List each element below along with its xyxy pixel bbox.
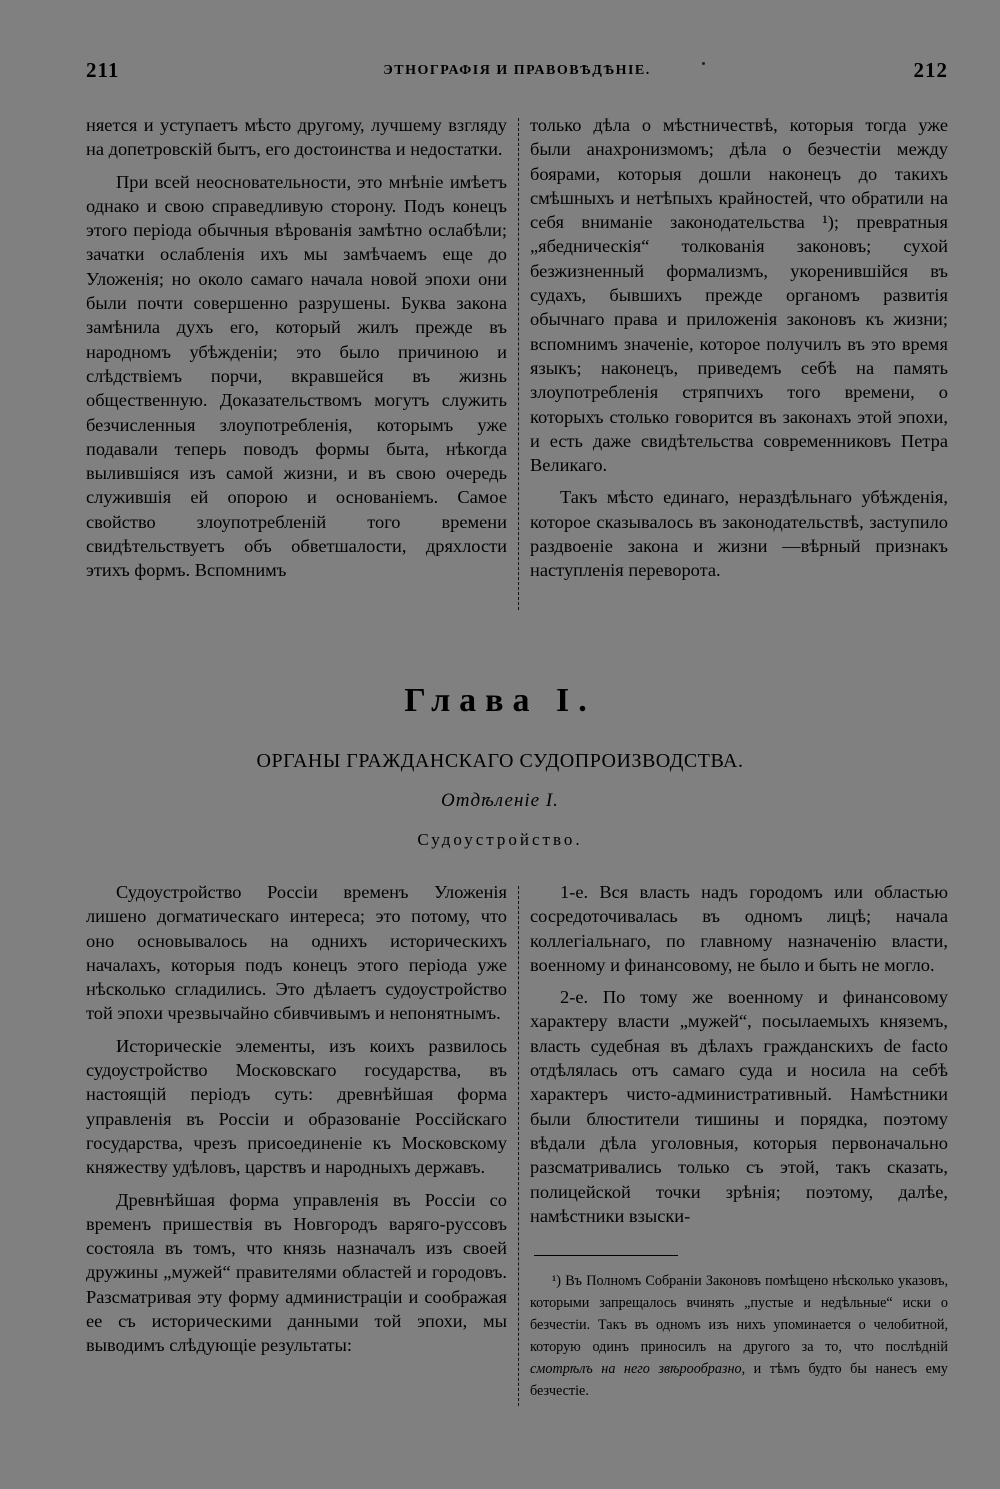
running-title: ЭТНОГРАФІЯ И ПРАВОВѢДѢНІЕ.	[383, 63, 651, 78]
footnote-rule	[534, 1255, 678, 1256]
footnote-tail: и тѣмъ будто бы нанесъ ему безчестіе.	[530, 1361, 949, 1399]
page-number-right: 212	[913, 58, 948, 82]
footnote	[530, 1270, 948, 1402]
bottom-right-column	[530, 880, 948, 1236]
chapter-title: Глава I.	[404, 682, 596, 719]
top-left-column	[86, 113, 507, 591]
column-divider	[518, 118, 519, 610]
print-speck	[702, 62, 705, 65]
section-heading: Отдѣленіе I.	[441, 790, 559, 811]
footnote-italic: смотрѣлъ на него звѣрообразно,	[530, 1361, 746, 1377]
paragraph: При всей неосновательности, это мнѣніе имѣетъ однако и свою справедливую сторону. Подъ конецъ этого періода обычныя вѣрованія замѣтно ослабѣли; зачатки ослабленія ихъ мы замѣчаемъ еще до Уложенія; но около самаго начала новой эпохи они были почти совершенно разрушены. Буква закона замѣнила духъ его, который жилъ прежде въ народномъ убѣжденіи; это было причиною и слѣдствіемъ порчи, вкравшейся въ жизнь общественную. Доказательствомъ могутъ служить безчисленныя злоупотребленія, которымъ уже подавали теперь поводъ формы быта, нѣкогда вылившіяся изъ самой жизни, и въ свою очередь служившія ей опорою и основаніемъ. Самое свойство злоупотребленій того времени свидѣтельствуетъ объ обветшалости, дряхлости этихъ формъ. Вспомнимъ	[86, 171, 507, 581]
chapter-subtitle: ОРГАНЫ ГРАЖДАНСКАГО СУДОПРОИЗВОДСТВА.	[256, 750, 744, 772]
section-name: Судоустройство.	[417, 830, 583, 849]
bottom-left-column	[86, 880, 507, 1366]
page-header	[86, 58, 948, 88]
paragraph: только дѣла о мѣстничествѣ, которыя тогда уже были анахронизмомъ; дѣла о безчестіи между боярами, которыя дошли наконецъ до такихъ смѣшныхъ и нетѣпыхъ крайностей, что обратили на себя вниманіе законодательства ¹); превратныя „ябедническія“ толкованія законовъ; сухой безжизненный формализмъ, укоренившійся въ судахъ, бывшихъ прежде органомъ развитія обычнаго права и приложенія законовъ къ жизни; вспомнимъ значеніе, которое получилъ въ это время языкъ; наконецъ, приведемъ себѣ на память злоупотребленія стряпчихъ того времени, о которыхъ столько говорится въ законахъ этой эпохи, и есть даже свидѣтельства современниковъ Петра Великаго.	[530, 115, 948, 476]
paragraph: Древнѣйшая форма управленія въ Россіи со временъ пришествія въ Новгородъ варяго-руссовъ состояла въ томъ, что князь назначалъ изъ своей дружины „мужей“ правителями областей и городовъ. Разсматривая эту форму администраціи и соображая ее съ историческими данными той эпохи, мы выводимъ слѣдующіе результаты:	[86, 1189, 507, 1356]
footnote-text: ¹) Въ Полномъ Собраніи Законовъ помѣщено нѣсколько указовъ, которыми запрещалось вчинять „пустые и недѣльные“ иски о безчестіи. Такъ въ одномъ изъ нихъ упоминается о челобитной, которую одинъ приносилъ на другого за то, что послѣдній	[530, 1273, 948, 1355]
paragraph: Такъ мѣсто единаго, нераздѣльнаго убѣжденія, которое сказывалось въ законодательствѣ, заступило раздвоеніе закона и жизни —вѣрный признакъ наступленія переворота.	[530, 487, 948, 581]
top-right-column	[530, 113, 948, 591]
column-divider	[518, 886, 519, 1406]
paragraph: 2-е. По тому же военному и финансовому характеру власти „мужей“, посылаемыхъ княземъ, власть судебная въ дѣлахъ гражданскихъ de facto отдѣлялась отъ самаго суда и носила на себѣ характеръ чисто-административный. Намѣстники были блюстители тишины и порядка, поэтому вѣдали дѣла уголовныя, которыя первоначально разсматривались только съ этой, такъ сказать, полицейской точки зрѣнія; поэтому, далѣе, намѣстники взыски-	[530, 987, 948, 1226]
page-number-left: 211	[86, 58, 120, 82]
paragraph: Судоустройство Россіи временъ Уложенія лишено догматическаго интереса; это потому, что оно основывалось на однихъ историческихъ началахъ, которыя подъ конецъ этого періода уже нѣсколько сгладились. Это дѣлаетъ судоустройство той эпохи чрезвычайно сбивчивымъ и непонятнымъ.	[86, 882, 507, 1024]
paragraph: 1-е. Вся власть надъ городомъ или областью сосредоточивалась въ одномъ лицѣ; начала коллегіальнаго, по главному назначенію власти, военному и финансовому, не было и быть не могло.	[530, 882, 948, 975]
paragraph: Историческіе элементы, изъ коихъ развилось судоустройство Московскаго государства, въ настоящій періодъ суть: древнѣйшая форма управленія въ Россіи и образованіе Россійскаго государства, чрезъ присоединеніе къ Московскому княжеству удѣловъ, царствъ и народныхъ державъ.	[86, 1035, 507, 1178]
paragraph: няется и уступаетъ мѣсто другому, лучшему взгляду на допетровскій бытъ, его достоинства и недостатки.	[86, 115, 507, 160]
